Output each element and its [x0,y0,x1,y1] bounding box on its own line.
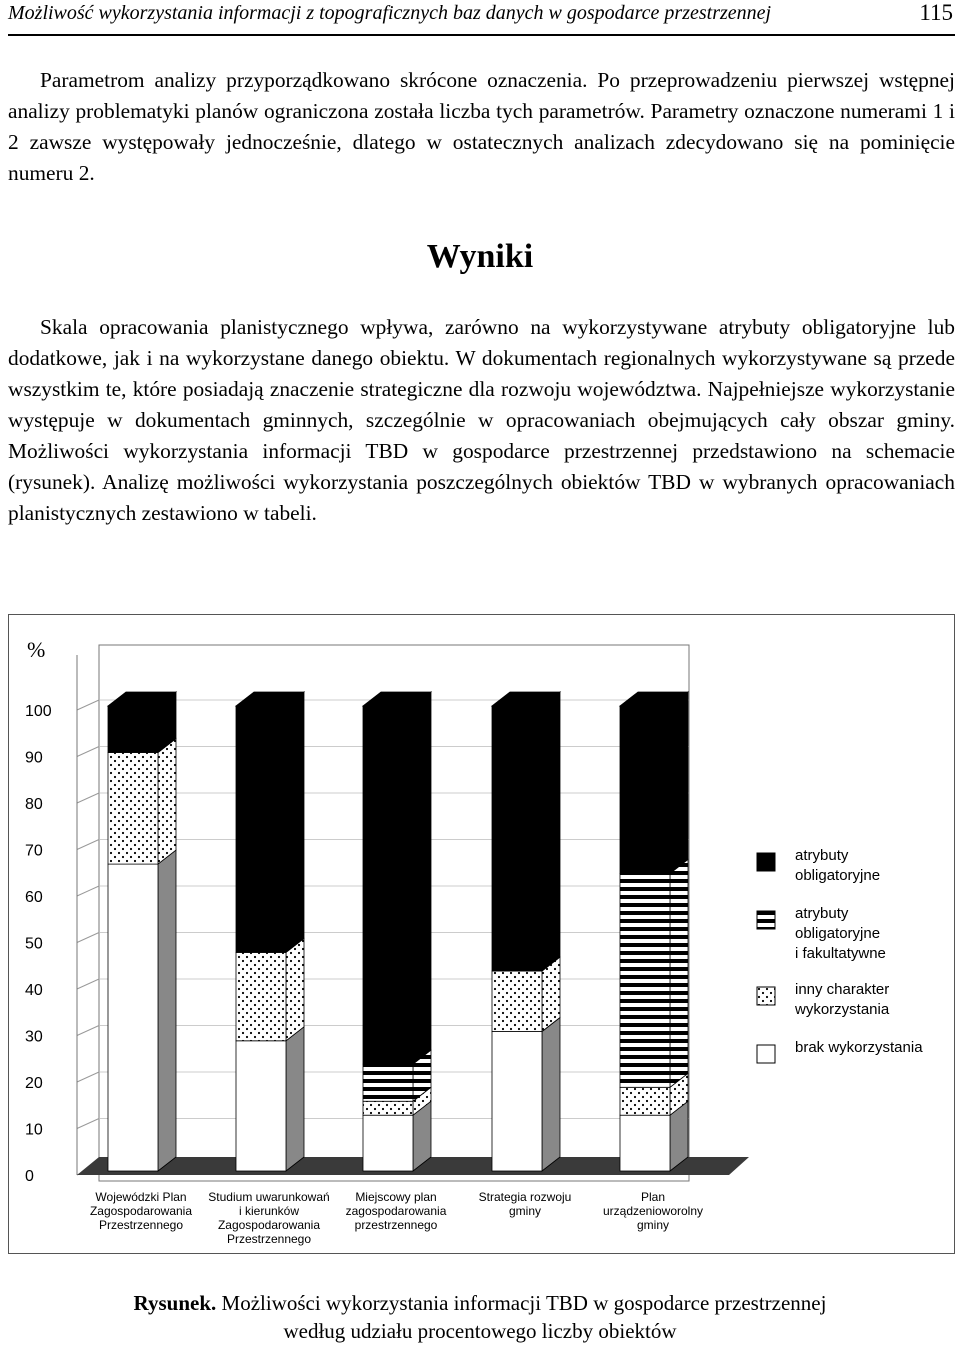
category-label [479,1190,572,1218]
category-label [208,1190,329,1246]
grid-diagonal [77,840,99,850]
bar-side [158,739,176,865]
category-label-line: Plan [640,1190,666,1204]
caption-line-1 [0,1289,960,1317]
caption-line-2: według udziału procentowego liczby obiektów [283,1319,677,1343]
legend-label-line: obligatoryjne [795,925,881,942]
y-tick-label: 60 [25,889,43,906]
bar-segment [363,1101,413,1115]
bar-side [542,1018,560,1172]
legend-label [795,905,886,962]
paragraph-1: Parametrom analizy przyporządkowano skrócone oznaczenia. Po przeprowadzeniu pierwszej wstępnej analizy problematyki planów ograniczona została liczba tych parametrów. Parametry oznaczone numerami 1 i 2 zawsze występowały jednocześnie, dlatego w ostatecznych analizach zdecydowano się na pominięcie numeru 2. [8,68,955,185]
category-label-line: i kierunków [238,1204,300,1218]
grid-diagonal [77,747,99,757]
legend-label-line: brak wykorzystania [795,1039,923,1056]
paragraph-2: Skala opracowania planistycznego wpływa, zarówno na wykorzystywane atrybuty obligatoryjne lub dodatkowe, jak i na wykorzystane danego obiektu. W dokumentach regionalnych wykorzystywane są przede wszystkim te, które posiadają znaczenie strategiczne dla rozwoju województwa. Najpełniejsze wykorzystanie występuje w dokumentach gminnych, szczególnie w opracowaniach obejmujących cały obszar gminy. Możliwości wykorzystania informacji TBD w gospodarce przestrzennej przedstawiono na schemacie (rysunek). Analizę możliwości wykorzystania poszczególnych obiektów TBD w wybranych opracowaniach planistycznych zestawiono w tabeli. [8,315,955,525]
bar-segment [492,1032,542,1172]
running-header [8,0,955,36]
y-tick-label: 50 [25,935,43,953]
category-label-line: Studium uwarunkowań [208,1190,330,1204]
y-tick-label: 0 [25,1168,34,1185]
bar-side [158,850,176,1171]
category-label-line: Przestrzennego [98,1218,184,1232]
grid-diagonal [77,793,99,803]
bar-side [413,692,431,1064]
page-number: 115 [919,0,953,25]
bar-segment [108,864,158,1171]
category-label-line: Wojewódzki Plan [95,1190,187,1204]
grid-diagonal [77,700,99,710]
y-tick-label: 30 [25,1028,43,1046]
bar-segment [620,1115,670,1171]
category-label-line: Miejscowy plan [355,1190,437,1204]
figure-caption [0,1289,960,1345]
y-tick-label: 10 [25,1121,43,1139]
y-tick-label: 90 [25,749,43,767]
grid-diagonal [77,933,99,943]
bar-segment [363,1064,413,1101]
category-label [603,1190,703,1232]
category-label-line: Zagospodarowania [89,1204,193,1218]
stacked-bar-chart [9,615,956,1255]
grid-diagonal [77,979,99,989]
legend-label-line: i fakultatywne [795,945,886,962]
category-label [346,1190,447,1232]
bar-side [670,859,688,1087]
bar-segment [108,753,158,865]
category-label-line: Strategia rozwoju [478,1190,572,1204]
y-tick-label: 70 [25,842,43,860]
running-title: Możliwość wykorzystania informacji z topograficznych baz danych w gospodarce przestrzennej [8,2,772,24]
legend-label-line: obligatoryjne [795,867,881,884]
legend-swatch [757,853,775,871]
legend-swatch [757,1045,775,1063]
caption-label: Rysunek. [133,1291,217,1315]
legend-label-line: atrybuty [795,847,849,864]
legend-label-line: wykorzystania [795,1001,890,1018]
bar-segment [236,706,286,952]
legend-swatch [757,911,775,929]
y-tick-label: 100 [25,703,52,720]
y-unit-label: % [27,637,46,662]
y-tick-label: 20 [25,1075,43,1092]
bar-segment [363,706,413,1064]
bar-side [286,1027,304,1171]
grid-diagonal [77,886,99,896]
category-label-line: przestrzennego [354,1218,438,1232]
legend-label-line: atrybuty [795,905,849,922]
grid-diagonal [77,1119,99,1129]
legend-label [795,1039,923,1056]
caption-text-1: Możliwości wykorzystania informacji TBD w gospodarce przestrzennej [221,1291,827,1315]
category-label [90,1190,192,1232]
legend-label [795,847,880,884]
bar-segment [108,706,158,753]
category-label-line: gminy [508,1204,542,1218]
legend-swatch [757,987,775,1005]
bar-segment [492,971,542,1031]
legend-label-line: inny charakter [795,981,890,998]
category-label-line: Przestrzennego [226,1232,312,1246]
section-heading: Wyniki [426,238,534,275]
bar-segment [236,1041,286,1171]
legend-label [794,981,890,1018]
bar-segment [620,1087,670,1115]
y-tick-label: 80 [25,796,43,813]
bar-segment [620,706,670,873]
category-label-line: zagospodarowania [345,1204,447,1218]
bar-segment [492,706,542,971]
bar-segment [236,952,286,1040]
bar-side [286,938,304,1040]
figure-chart [8,614,955,1254]
grid-diagonal [77,1026,99,1036]
category-label-line: gminy [636,1218,670,1232]
category-label-line: urządzenioworolny [602,1204,704,1218]
grid-diagonal [77,1072,99,1082]
y-tick-label: 40 [25,982,43,999]
bar-side [542,692,560,971]
bar-segment [363,1115,413,1171]
bar-segment [620,873,670,1087]
category-label-line: Zagospodarowania [217,1218,321,1232]
bar-side [286,692,304,952]
bar-side [670,692,688,873]
